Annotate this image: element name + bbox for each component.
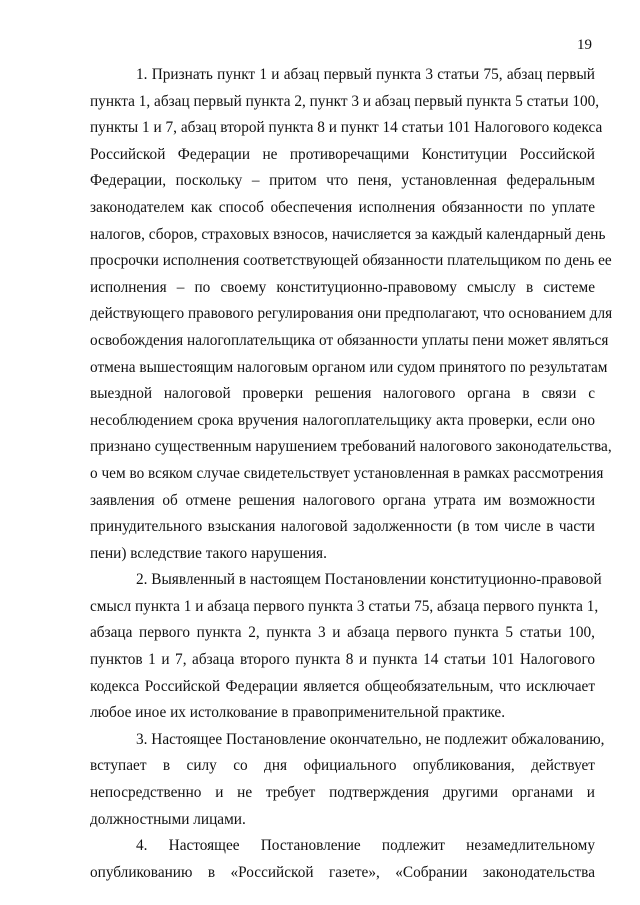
text-line: отмена вышестоящим налоговым органом или судом принятого по результатам bbox=[90, 358, 608, 376]
text-line: просрочки исполнения соответствующей обязанности плательщиком по день ее bbox=[90, 252, 612, 270]
text-line: любое иное их истолкование в правоприменительной практике. bbox=[90, 704, 506, 722]
text-line: Российской Федерации не противоречащими Конституции Российской bbox=[90, 145, 595, 163]
text-line: признано существенным нарушением требований налогового законодательства, bbox=[90, 438, 612, 456]
text-line: пени) вследствие такого нарушения. bbox=[90, 544, 327, 562]
text-line: 2. Выявленный в настоящем Постановлении конституционно-правовой bbox=[136, 571, 602, 589]
text-line: 3. Настоящее Постановление окончательно, не подлежит обжалованию, bbox=[136, 730, 605, 748]
text-line: законодателем как способ обеспечения исполнения обязанности по уплате bbox=[90, 198, 595, 216]
text-line: кодекса Российской Федерации является общеобязательным, что исключает bbox=[90, 677, 595, 695]
paragraph-2 bbox=[90, 567, 602, 727]
text-line: абзаца первого пункта 2, пункта 3 и абзаца первого пункта 5 статьи 100, bbox=[90, 624, 595, 642]
text-line: действующего правового регулирования они предполагают, что основанием для bbox=[90, 305, 613, 323]
text-line: принудительного взыскания налоговой задолженности (в том числе в части bbox=[90, 518, 595, 536]
text-line: заявления об отмене решения налогового органа утрата им возможности bbox=[90, 491, 595, 509]
text-line: непосредственно и не требует подтверждения другими органами и bbox=[90, 784, 595, 802]
text-line: пункты 1 и 7, абзац второй пункта 8 и пункт 14 статьи 101 Налогового кодекса bbox=[90, 119, 603, 137]
paragraph-3 bbox=[90, 727, 605, 833]
text-line: вступает в силу со дня официального опубликования, действует bbox=[90, 757, 595, 775]
text-line: должностными лицами. bbox=[90, 810, 246, 828]
document-body bbox=[90, 62, 613, 886]
page-number: 19 bbox=[577, 37, 592, 53]
text-line: опубликованию в «Российской газете», «Собрании законодательства bbox=[90, 863, 595, 881]
text-line: выездной налоговой проверки решения налогового органа в связи с bbox=[90, 385, 595, 403]
text-line: налогов, сборов, страховых взносов, начисляется за каждый календарный день bbox=[90, 225, 606, 243]
text-line: несоблюдением срока вручения налогоплательщику акта проверки, если оно bbox=[90, 411, 595, 429]
text-line: исполнения – по своему конституционно-правовому смыслу в системе bbox=[90, 278, 595, 296]
text-line: смысл пункта 1 и абзаца первого пункта 3 статьи 75, абзаца первого пункта 1, bbox=[90, 597, 599, 615]
text-line: пункта 1, абзац первый пункта 2, пункт 3 и абзац первый пункта 5 статьи 100, bbox=[90, 92, 600, 110]
text-line: 4. Настоящее Постановление подлежит незамедлительному bbox=[136, 837, 595, 855]
text-line: о чем во всяком случае свидетельствует установленная в рамках рассмотрения bbox=[90, 464, 604, 482]
text-line: пунктов 1 и 7, абзаца второго пункта 8 и пункта 14 статьи 101 Налогового bbox=[90, 651, 595, 669]
paragraph-1 bbox=[90, 62, 613, 567]
text-line: Федерации, поскольку – притом что пеня, установленная федеральным bbox=[90, 172, 595, 190]
text-line: освобождения налогоплательщика от обязанности уплаты пени может являться bbox=[90, 331, 609, 349]
text-line: 1. Признать пункт 1 и абзац первый пункта 3 статьи 75, абзац первый bbox=[136, 66, 595, 83]
paragraph-4 bbox=[90, 833, 595, 886]
